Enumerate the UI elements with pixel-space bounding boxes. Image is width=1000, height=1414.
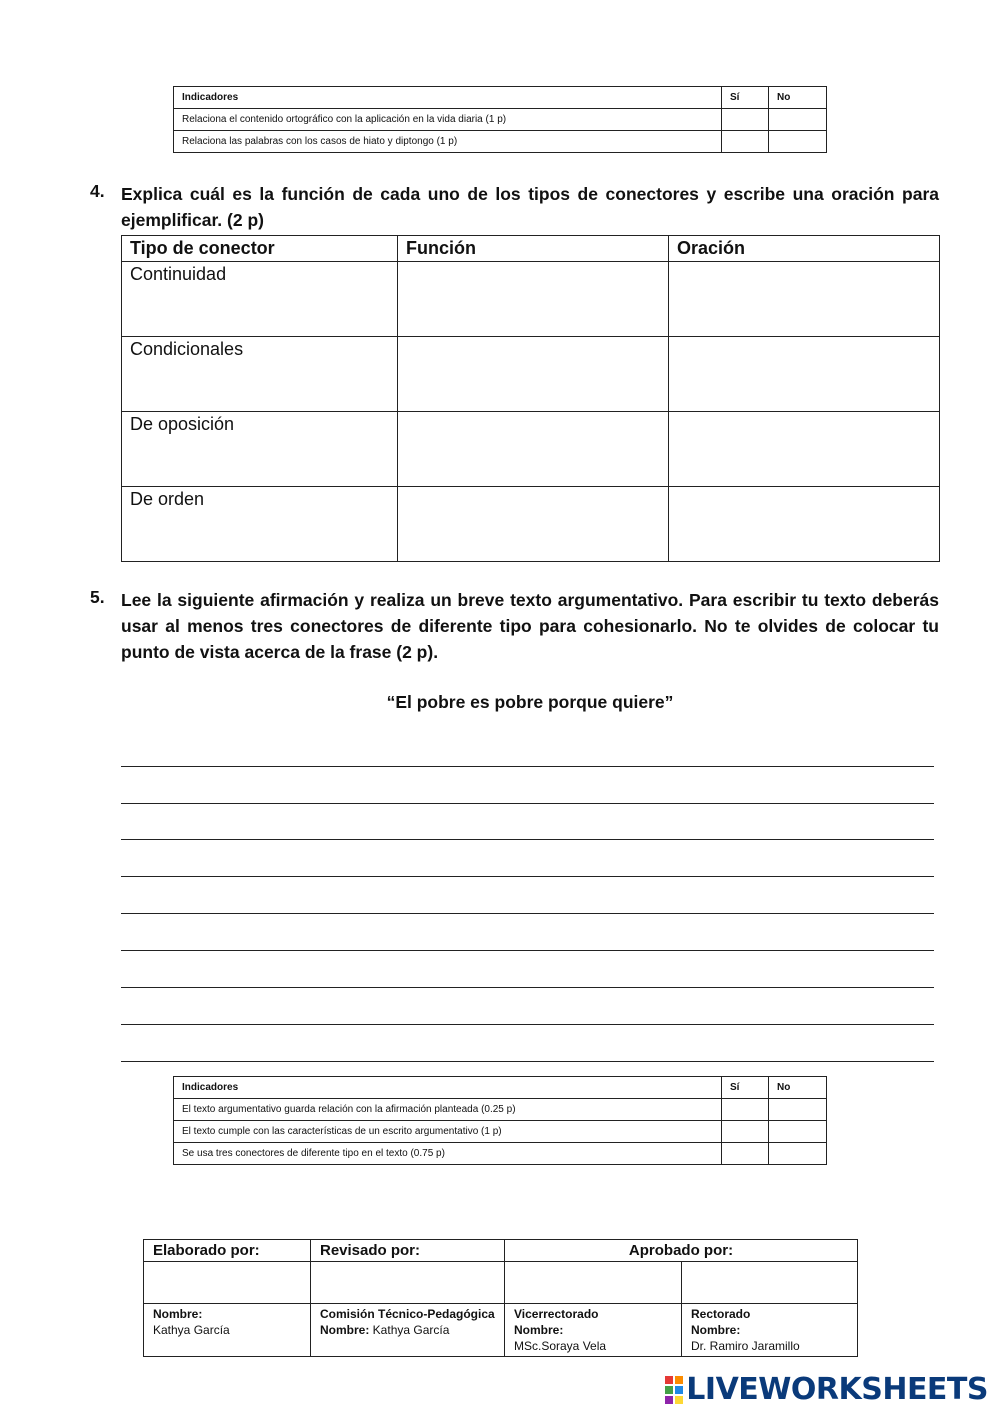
- indicator-text: El texto argumentativo guarda relación con la afirmación planteada (0.25 p): [174, 1099, 722, 1121]
- role-title: Rectorado: [691, 1307, 751, 1321]
- no-cell[interactable]: [769, 131, 827, 153]
- answer-line[interactable]: [121, 1024, 934, 1025]
- no-cell[interactable]: [769, 109, 827, 131]
- indicator-text: Relaciona el contenido ortográfico con la aplicación en la vida diaria (1 p): [174, 109, 722, 131]
- no-header: No: [769, 1077, 827, 1099]
- logo-tiles-icon: [665, 1376, 683, 1404]
- yes-cell[interactable]: [722, 109, 769, 131]
- no-cell[interactable]: [769, 1143, 827, 1165]
- aprobado-header: Aprobado por:: [505, 1240, 858, 1262]
- name-label: Nombre:: [320, 1323, 370, 1337]
- header-funcion: Función: [398, 236, 669, 262]
- elaborado-header: Elaborado por:: [144, 1240, 311, 1262]
- sentence-answer-cell[interactable]: [669, 487, 940, 562]
- role-title: Vicerrectorado: [514, 1307, 599, 1321]
- yes-header: Sí: [722, 1077, 769, 1099]
- table-row: [122, 487, 940, 562]
- name-label: Nombre:: [514, 1323, 564, 1337]
- no-header: No: [769, 87, 827, 109]
- table-row: [122, 412, 940, 487]
- question-4-number: 4.: [90, 181, 105, 201]
- answer-line[interactable]: [121, 913, 934, 914]
- question-4-text: Explica cuál es la función de cada uno de los tipos de conectores y escribe una oración para ejemplificar. (2 p): [121, 184, 939, 230]
- table-row: [122, 337, 940, 412]
- table-header-row: [174, 87, 827, 109]
- sentence-answer-cell[interactable]: [669, 337, 940, 412]
- liveworksheets-logo: [665, 1372, 988, 1407]
- name-value: Kathya García: [369, 1323, 450, 1337]
- yes-cell[interactable]: [722, 131, 769, 153]
- signature-cell: [505, 1262, 682, 1304]
- function-answer-cell[interactable]: [398, 337, 669, 412]
- signature-cell: [144, 1262, 311, 1304]
- indicator-text: Se usa tres conectores de diferente tipo en el texto (0.75 p): [174, 1143, 722, 1165]
- connectors-table: [121, 235, 940, 562]
- approval-table: [143, 1239, 858, 1357]
- role-title: Comisión Técnico-Pedagógica: [320, 1307, 495, 1321]
- revisado-cell: [311, 1304, 505, 1357]
- connector-type: Condicionales: [122, 337, 398, 412]
- table-row: [174, 109, 827, 131]
- table-header-row: [174, 1077, 827, 1099]
- question-5-number: 5.: [90, 587, 105, 607]
- name-label: Nombre:: [691, 1323, 741, 1337]
- name-label: Nombre:: [153, 1307, 203, 1321]
- revisado-header: Revisado por:: [311, 1240, 505, 1262]
- no-cell[interactable]: [769, 1099, 827, 1121]
- answer-line[interactable]: [121, 803, 934, 804]
- sentence-answer-cell[interactable]: [669, 412, 940, 487]
- indicators-header: Indicadores: [174, 1077, 722, 1099]
- table-row: [174, 131, 827, 153]
- table-row: [174, 1143, 827, 1165]
- indicator-text: El texto cumple con las características de un escrito argumentativo (1 p): [174, 1121, 722, 1143]
- answer-line[interactable]: [121, 839, 934, 840]
- connector-type: De orden: [122, 487, 398, 562]
- name-value: MSc.Soraya Vela: [514, 1339, 607, 1353]
- signature-cell: [682, 1262, 858, 1304]
- table-row: [174, 1121, 827, 1143]
- answer-line[interactable]: [121, 987, 934, 988]
- header-oracion: Oración: [669, 236, 940, 262]
- indicators-table-2: [173, 1076, 827, 1165]
- function-answer-cell[interactable]: [398, 412, 669, 487]
- table-header-row: [122, 236, 940, 262]
- names-row: [144, 1304, 858, 1357]
- yes-cell[interactable]: [722, 1143, 769, 1165]
- answer-line[interactable]: [121, 1061, 934, 1062]
- brand-name: LIVEWORKSHEETS: [686, 1372, 988, 1407]
- table-row: [174, 1099, 827, 1121]
- answer-line[interactable]: [121, 876, 934, 877]
- name-value: Dr. Ramiro Jaramillo: [691, 1339, 800, 1353]
- answer-line[interactable]: [121, 766, 934, 767]
- connector-type: De oposición: [122, 412, 398, 487]
- signature-cell: [311, 1262, 505, 1304]
- function-answer-cell[interactable]: [398, 487, 669, 562]
- no-cell[interactable]: [769, 1121, 827, 1143]
- question-5-text: Lee la siguiente afirmación y realiza un breve texto argumentativo. Para escribir tu texto deberás usar al menos tres conectores de diferente tipo para cohesionarlo. No te olvides de colocar tu punto de vista acerca de la frase (2 p).: [121, 590, 939, 662]
- function-answer-cell[interactable]: [398, 262, 669, 337]
- rectorado-cell: [682, 1304, 858, 1357]
- header-tipo: Tipo de conector: [122, 236, 398, 262]
- name-value: Kathya García: [153, 1323, 230, 1337]
- vicerrectorado-cell: [505, 1304, 682, 1357]
- connector-type: Continuidad: [122, 262, 398, 337]
- sentence-answer-cell[interactable]: [669, 262, 940, 337]
- indicators-table-1: [173, 86, 827, 153]
- answer-line[interactable]: [121, 950, 934, 951]
- yes-cell[interactable]: [722, 1099, 769, 1121]
- yes-header: Sí: [722, 87, 769, 109]
- indicators-header: Indicadores: [174, 87, 722, 109]
- table-row: [122, 262, 940, 337]
- approval-header-row: [144, 1240, 858, 1262]
- indicator-text: Relaciona las palabras con los casos de hiato y diptongo (1 p): [174, 131, 722, 153]
- elaborado-cell: [144, 1304, 311, 1357]
- quote: “El pobre es pobre porque quiere”: [386, 692, 674, 712]
- yes-cell[interactable]: [722, 1121, 769, 1143]
- signature-row: [144, 1262, 858, 1304]
